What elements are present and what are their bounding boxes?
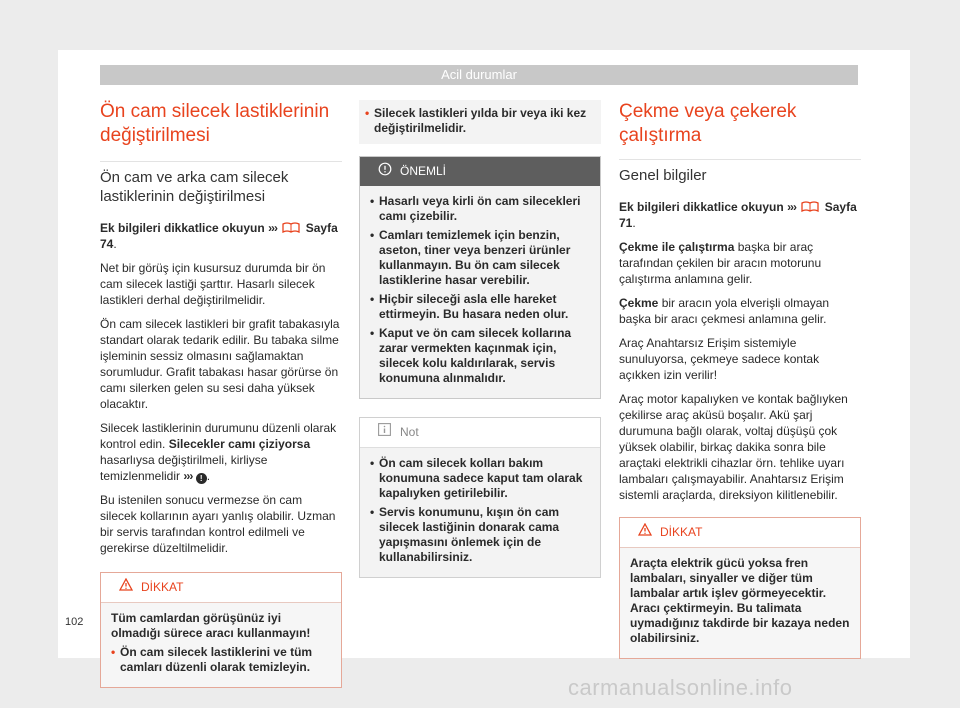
important-item: • Hasarlı veya kirli ön cam silecekleri camı çizebilir. [370,194,590,224]
important-item: • Camları temizlemek için benzin, aseton, tiner veya benzeri ürünler kullanmayın. Bu ön cam silecek lastiklerine hasar verebilir. [370,228,590,288]
important-item: • Kaput ve ön cam silecek kollarına zarar vermekten kaçınmak için, silecek kolu kaldırılarak, servis konumuna alınmalıdır. [370,326,590,386]
tow-start-term: Çekme ile çalıştırma [619,240,735,254]
intro-arrows: ››› [268,221,278,235]
section-title-wiper-blades: Ön cam silecek lastiklerinin değiştirilmesi [100,101,330,146]
p3-part-c: hasarlıysa değiştirilmeli, kirliyse temizlenmelidir [100,453,268,483]
p3-part-a: Silecek lastiklerinin durumunu düzenli olarak kontrol edin. [100,421,337,451]
intro-prefix: Ek bilgileri dikkatlice okuyun [619,200,784,214]
warning-bullet: • Ön cam silecek lastiklerini ve tüm camları düzenli olarak temizleyin. [111,645,331,675]
warning-box-header [101,573,341,603]
warning-title: DİKKAT [141,580,184,594]
continued-box [359,100,601,144]
warning-box-right [619,517,861,659]
warning-box-body [620,548,860,658]
intro-paragraph: Ek bilgileri dikkatlice okuyun ››› Sayfa 71. [619,200,857,230]
note-item: • Ön cam silecek kolları bakım konumuna sadece kaput tam olarak kapalıyken getirilebilir. [370,456,590,501]
section-title-towing: Çekme veya çekerek çalıştırma [619,101,797,146]
important-title: ÖNEMLİ [400,164,447,178]
warning-box-left [100,572,342,688]
subsection-title-general: Genel bilgiler [619,159,861,185]
warning-title: DİKKAT [660,525,703,539]
paragraph-tow [619,295,861,327]
note-item: • Servis konumunu, kışın ön cam silecek lastiğinin donarak cama yapışmasını önlemek için de kullanabilirsiniz. [370,505,590,565]
column-right [619,100,861,659]
intro-paragraph: Ek bilgileri dikkatlice okuyun ››› Sayfa 74. [100,221,338,251]
page-number: 102 [65,616,84,628]
watermark: carmanualsonline.info [568,675,793,700]
warning-text: Araçta elektrik gücü yoksa fren lambaları, sinyaller ve diğer tüm lambalar artık işlev görmeyecektir. Aracı çektirmeyin. Bu talimata uymadığınız takdirde bir kazaya neden olabilirsiniz. [630,556,850,645]
important-box-header [360,157,600,186]
continued-bullet: • Silecek lastikleri yılda bir veya iki kez değiştirilmelidir. [365,106,595,136]
column-left [100,100,342,688]
important-box [359,156,601,399]
tow-term: Çekme [619,296,659,310]
important-box-body [360,186,600,398]
book-icon [282,222,300,233]
intro-arrows: ››› [787,200,797,214]
book-icon [801,201,819,212]
note-box [359,417,601,578]
warning-triangle-icon [119,578,133,591]
paragraph-3: Silecek lastiklerinin durumunu düzenli olarak kontrol edin. Silecekler camı çiziyorsa hasarlıysa değiştirilmeli, kirliyse temizlenmelidir ››› ! . [100,421,337,483]
paragraph-keyless: Araç Anahtarsız Erişim sistemiyle sunuluyorsa, çekmeye sadece kontak açıkken izin verilir! [619,336,820,382]
info-icon [378,423,391,436]
subsection-title-wiper-change: Ön cam ve arka cam silecek lastiklerinin değiştirilmesi [100,161,342,206]
important-item: • Hiçbir sileceği asla elle hareket ettirmeyin. Bu hasara neden olur. [370,292,590,322]
intro-prefix: Ek bilgileri dikkatlice okuyun [100,221,265,235]
column-middle [359,100,601,578]
warning-triangle-icon [638,523,652,536]
note-title: Not [400,425,419,439]
paragraph-1: Net bir görüş için kusursuz durumda bir ön cam silecek lastiği şarttır. Hasarlı silecek lastikleri derhal değiştirilmelidir. [100,261,326,307]
p3-arrows: ››› [183,469,193,483]
paragraph-tow-start [619,239,861,287]
intro-page-ref[interactable]: Sayfa 74 [100,221,338,251]
paragraph-4: Bu istenilen sonucu vermezse ön cam silecek kollarının ayarı yanlış olabilir. Uzman bir servis tarafından kontrol edilmeli ve gerekirse düzeltilmelidir. [100,493,336,555]
note-box-header [360,418,600,448]
intro-page-ref[interactable]: Sayfa 71 [619,200,857,230]
paragraph-2: Ön cam silecek lastikleri bir grafit tabakasıyla standart olarak tedarik edilir. Bu tabaka silme işleminin sessiz olmasını sağlamaktan sorumludur. Grafit tabakası hasar görürse ön camı silerken gelen su sesi daha yüksek olacaktır. [100,317,340,411]
paragraph-battery: Araç motor kapalıyken ve kontak bağlıyken çekilirse araç aküsü boşalır. Akü şarj durumuna bağlı olarak, voltaj düşüşü çok yüksek olabilir, birkaç dakika sonra bile araçtaki elektrikli cihazlar örn. tehlike uyarı lambaları çalışmayabilir. Anahtarsız Erişim sistemli araçlarda, direksiyon kilitlenebilir. [619,392,848,502]
exclamation-circle-icon [378,162,392,176]
warning-text: Tüm camlardan görüşünüz iyi olmadığı sürece aracı kullanmayın! [111,611,311,640]
warning-ref-icon[interactable]: ! [196,473,207,484]
tow-start-text: başka bir araç tarafından çekilen bir aracın motorunu çalıştırma anlamına gelir. [619,240,822,286]
warning-box-header [620,518,860,548]
section-header: Acil durumlar [100,65,858,85]
tow-text: bir aracın yola elverişli olmayan başka bir aracı çekmesi anlamına gelir. [619,296,830,326]
warning-box-body [101,603,341,687]
p3-bold: Silecekler camı çiziyorsa [168,437,311,451]
note-box-body [360,448,600,577]
